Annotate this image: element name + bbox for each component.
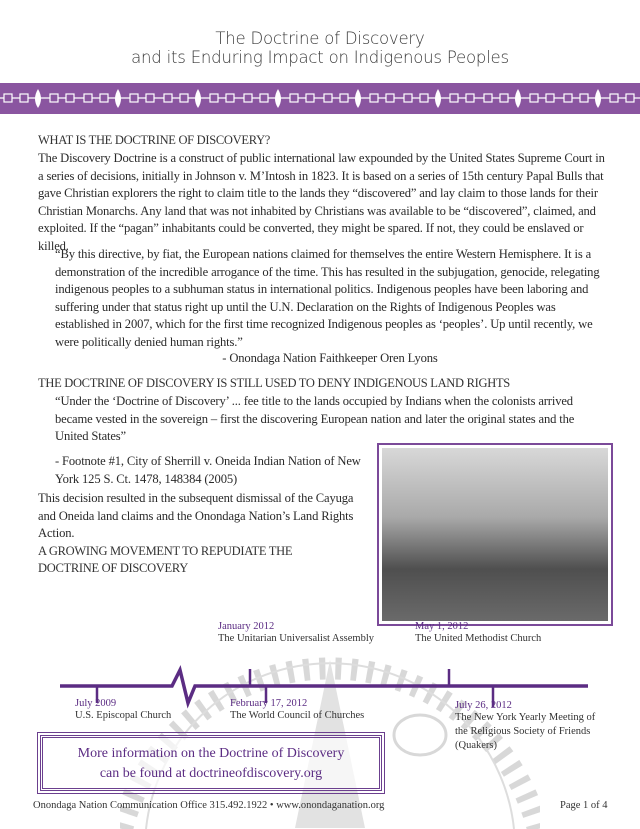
title-line-1: The Doctrine of Discovery xyxy=(215,29,425,48)
event-date: February 17, 2012 xyxy=(230,698,308,709)
timeline-event xyxy=(230,698,364,723)
timeline-event xyxy=(218,621,374,646)
section-heading: A GROWING MOVEMENT TO REPUDIATE THE DOCTRINE OF DISCOVERY xyxy=(38,544,293,575)
event-date: May 1, 2012 xyxy=(415,621,469,632)
event-date: July 2009 xyxy=(75,698,117,709)
section-heading: THE DOCTRINE OF DISCOVERY IS STILL USED TO DENY INDIGENOUS LAND RIGHTS xyxy=(38,376,510,390)
footnote: - Footnote #1, City of Sherrill v. Oneida Indian Nation of New York 125 S. Ct. 1478, 148384 (2005) xyxy=(55,454,361,486)
more-info-box xyxy=(40,735,382,791)
info-line-1: More information on the Doctrine of Discovery xyxy=(77,746,345,761)
decorative-wampum-band xyxy=(0,83,640,114)
event-name: The Unitarian Universalist Assembly xyxy=(218,633,375,644)
quote: “Under the ‘Doctrine of Discovery’ ... fee title to the lands occupied by Indians when the colonists arrived became vested in the sovereign – first the discovering European nation and later the original states and the United States” xyxy=(55,394,575,444)
quote-attribution: - Onondaga Nation Faithkeeper Oren Lyons xyxy=(222,351,438,365)
timeline-event xyxy=(75,698,171,723)
event-name: The World Council of Churches xyxy=(230,710,365,721)
event-name: U.S. Episcopal Church xyxy=(75,710,172,721)
footer-contact: Onondaga Nation Communication Office 315.492.1922 • www.onondaganation.org xyxy=(33,800,385,811)
timeline-event xyxy=(455,700,605,753)
wampum-pattern-icon xyxy=(0,83,640,114)
page-number: Page 1 of 4 xyxy=(560,800,608,811)
quote: “By this directive, by fiat, the European nations claimed for themselves the entire Western Hemisphere. It is a demonstration of the incredible arrogance of the time. This has resulted in the subjugation, genocide, relegating indigenous peoples to a subhuman status in international politics. Indigenous peoples have been laboring and suffering under that status right up until the U.N. Declaration on the Rights of Indigenous Peoples was established in 2007, which for the first time recognized Indigenous peoples as ‘peoples’. Up until recently, we were politically denied human rights.” xyxy=(55,247,600,349)
event-date: January 2012 xyxy=(218,621,275,632)
historical-illustration xyxy=(377,443,613,626)
timeline-event xyxy=(415,621,541,646)
title-line-2: and its Enduring Impact on Indigenous Peoples xyxy=(131,48,509,67)
event-date: July 26, 2012 xyxy=(455,700,512,711)
info-link[interactable]: can be found at doctrineofdiscovery.org xyxy=(99,766,323,781)
body-paragraph: The Discovery Doctrine is a construct of public international law expounded by the United States Supreme Court in a series of decisions, initially in Johnson v. M’Intosh in 1823. It is based on a series of 15th century Papal Bulls that gave Christian explorers the right to claim title to the lands they “discovered” and lay claim to those lands for their Christian Monarchs. Any land that was not inhabited by Christians was available to be “discovered”, claimed, and exploited. If the “pagan” inhabitants could be converted, they might be spared. If not, they could be enslaved or killed. xyxy=(38,151,605,253)
event-name: The United Methodist Church xyxy=(415,633,542,644)
body-paragraph: This decision resulted in the subsequent dismissal of the Cayuga and Oneida land claims and the Onondaga Nation’s Land Rights Action. xyxy=(38,491,354,541)
section-heading: WHAT IS THE DOCTRINE OF DISCOVERY? xyxy=(38,133,271,147)
event-name: The New York Yearly Meeting of the Religious Society of Friends (Quakers) xyxy=(455,712,596,751)
